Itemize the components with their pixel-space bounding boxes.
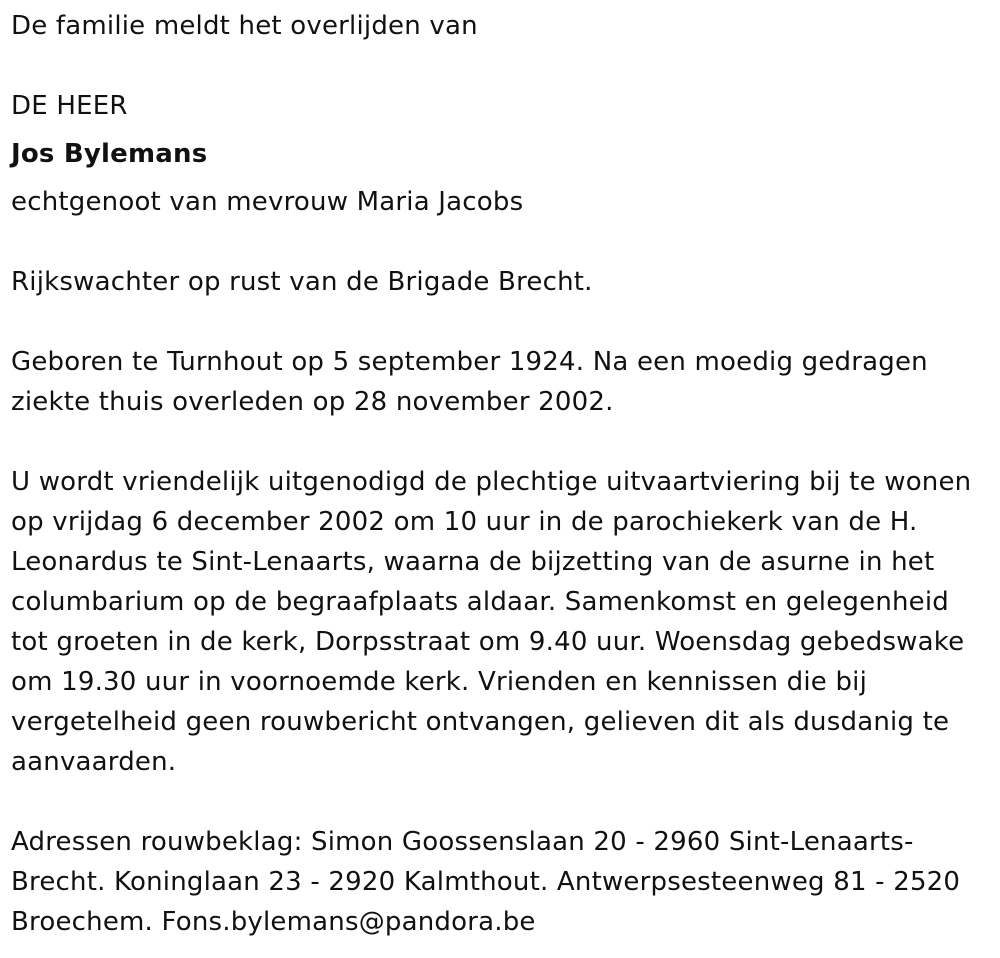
spacer (11, 782, 991, 822)
birth-death-paragraph: Geboren te Turnhout op 5 september 1924. Na een moedig gedragen ziekte thuis overleden op 28 november 2002. (11, 347, 928, 417)
occupation-line: Rijkswachter op rust van de Brigade Brecht. (11, 267, 593, 297)
spacer (11, 422, 991, 462)
spacer (11, 126, 991, 134)
deceased-name: Jos Bylemans (11, 139, 208, 169)
spacer (11, 46, 991, 86)
intro-line: De familie meldt het overlijden van (11, 11, 478, 41)
spouse-line: echtgenoot van mevrouw Maria Jacobs (11, 187, 524, 217)
salutation: DE HEER (11, 91, 128, 121)
spacer (11, 174, 991, 182)
addresses-paragraph: Adressen rouwbeklag: Simon Goossenslaan 20 - 2960 Sint-Lenaarts-Brecht. Koninglaan 23 - 2920 Kalmthout. Antwerpsesteenweg 81 - 2520 Broechem. Fons.bylemans@pandora.be (11, 827, 961, 937)
obituary-document (11, 6, 991, 942)
spacer (11, 302, 991, 342)
funeral-paragraph: U wordt vriendelijk uitgenodigd de plechtige uitvaartviering bij te wonen op vrijdag 6 december 2002 om 10 uur in de parochiekerk van de H. Leonardus te Sint-Lenaarts, waarna de bijzetting van de asurne in het columbarium op de begraafplaats aldaar. Samenkomst en gelegenheid tot groeten in de kerk, Dorpsstraat om 9.40 uur. Woensdag gebedswake om 19.30 uur in voornoemde kerk. Vrienden en kennissen die bij vergetelheid geen rouwbericht ontvangen, gelieven dit als dusdanig te aanvaarden. (11, 467, 972, 777)
spacer (11, 222, 991, 262)
